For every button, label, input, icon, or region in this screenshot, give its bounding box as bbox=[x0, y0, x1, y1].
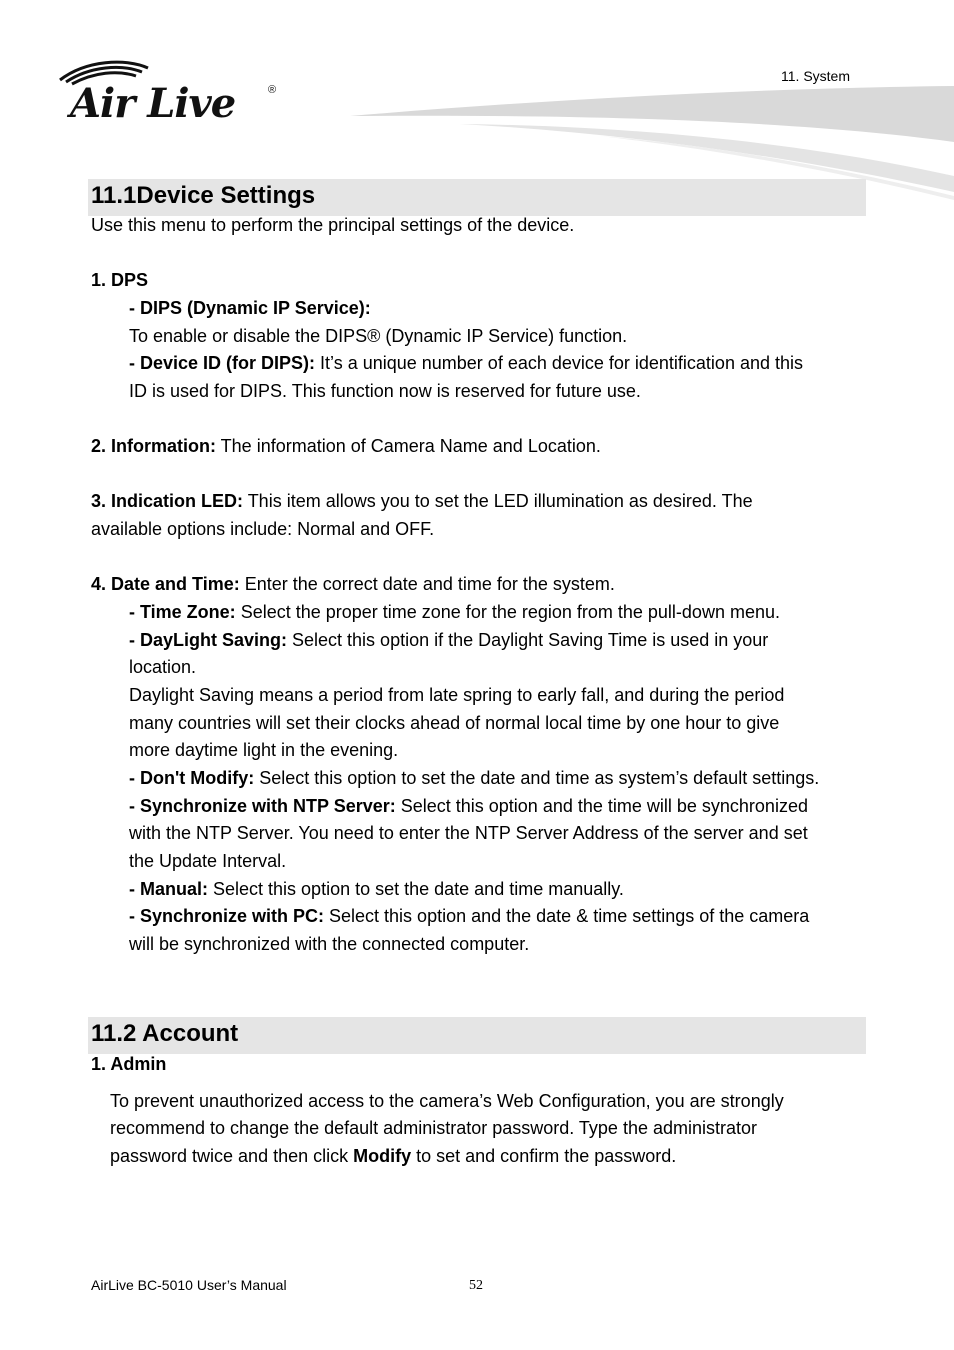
daylight-desc-2: many countries will set their clocks ahead of normal local time by one hour to give bbox=[129, 713, 780, 733]
pc-label: - Synchronize with PC: bbox=[129, 906, 325, 926]
admin-line-3 bbox=[110, 1143, 676, 1171]
timezone-line bbox=[129, 599, 780, 627]
daylight-label: - DayLight Saving: bbox=[129, 630, 288, 650]
ntp-line-3: the Update Interval. bbox=[129, 851, 287, 871]
led-text: This item allows you to set the LED illumination as desired. The bbox=[243, 491, 753, 511]
deviceid-label: - Device ID (for DIPS): bbox=[129, 353, 316, 373]
dontmodify-line bbox=[129, 765, 819, 793]
pc-text: Select this option and the date & time settings of the camera bbox=[324, 906, 810, 926]
datetime-line bbox=[91, 571, 615, 599]
dontmodify-label: - Don't Modify: bbox=[129, 768, 255, 788]
airlive-logo bbox=[56, 58, 286, 127]
daylight-desc-3: more daytime light in the evening. bbox=[129, 740, 399, 760]
deviceid-line-2: ID is used for DIPS. This function now is reserved for future use. bbox=[129, 381, 641, 401]
dps-heading: 1. DPS bbox=[91, 270, 149, 290]
modify-keyword: Modify bbox=[353, 1146, 412, 1166]
led-line-2: available options include: Normal and OFF. bbox=[91, 519, 435, 539]
chapter-label: 11. System bbox=[781, 68, 850, 84]
logo-text: Air Live bbox=[70, 80, 236, 127]
daylight-line-1 bbox=[129, 627, 768, 655]
information-text: The information of Camera Name and Location. bbox=[216, 436, 601, 456]
manual-label: - Manual: bbox=[129, 879, 208, 899]
ntp-line-2: with the NTP Server. You need to enter the NTP Server Address of the server and set bbox=[129, 823, 808, 843]
admin-text-part-1: password twice and then click bbox=[110, 1146, 354, 1166]
admin-text-part-2: to set and confirm the password. bbox=[411, 1146, 677, 1166]
ntp-text: Select this option and the time will be synchronized bbox=[395, 796, 808, 816]
daylight-line-2: location. bbox=[129, 657, 197, 677]
admin-heading: 1. Admin bbox=[91, 1054, 167, 1074]
ntp-label: - Synchronize with NTP Server: bbox=[129, 796, 396, 816]
device-intro: Use this menu to perform the principal settings of the device. bbox=[91, 215, 575, 235]
timezone-label: - Time Zone: bbox=[129, 602, 236, 622]
logo-registered-mark: ® bbox=[268, 84, 277, 96]
daylight-desc-1: Daylight Saving means a period from late spring to early fall, and during the period bbox=[129, 685, 785, 705]
ntp-line-1 bbox=[129, 793, 808, 821]
dontmodify-text: Select this option to set the date and time as system’s default settings. bbox=[254, 768, 820, 788]
deviceid-line-1 bbox=[129, 350, 803, 378]
datetime-label: 4. Date and Time: bbox=[91, 574, 240, 594]
pc-line-1 bbox=[129, 903, 809, 931]
section-title: 11.2 Account bbox=[91, 1020, 239, 1047]
information-line bbox=[91, 433, 601, 461]
section-title: 11.1Device Settings bbox=[91, 182, 316, 209]
daylight-text: Select this option if the Daylight Saving Time is used in your bbox=[287, 630, 769, 650]
led-line-1 bbox=[91, 488, 753, 516]
dips-text: To enable or disable the DIPS® (Dynamic IP Service) function. bbox=[129, 326, 628, 346]
manual-text: Select this option to set the date and time manually. bbox=[208, 879, 624, 899]
admin-line-1: To prevent unauthorized access to the camera’s Web Configuration, you are strongly bbox=[110, 1091, 784, 1111]
footer-page-number: 52 bbox=[469, 1278, 483, 1293]
information-label: 2. Information: bbox=[91, 436, 216, 456]
section-heading-account bbox=[88, 1017, 866, 1054]
dips-label: - DIPS (Dynamic IP Service): bbox=[129, 298, 371, 318]
led-label: 3. Indication LED: bbox=[91, 491, 244, 511]
admin-line-2: recommend to change the default administrator password. Type the administrator bbox=[110, 1118, 758, 1138]
deviceid-text: It’s a unique number of each device for identification and this bbox=[315, 353, 803, 373]
section-heading-device-settings bbox=[88, 179, 866, 216]
pc-line-2: will be synchronized with the connected computer. bbox=[129, 934, 530, 954]
timezone-text: Select the proper time zone for the region from the pull-down menu. bbox=[235, 602, 780, 622]
datetime-text: Enter the correct date and time for the system. bbox=[239, 574, 615, 594]
footer-manual-title: AirLive BC-5010 User’s Manual bbox=[91, 1277, 287, 1293]
manual-line bbox=[129, 876, 624, 904]
